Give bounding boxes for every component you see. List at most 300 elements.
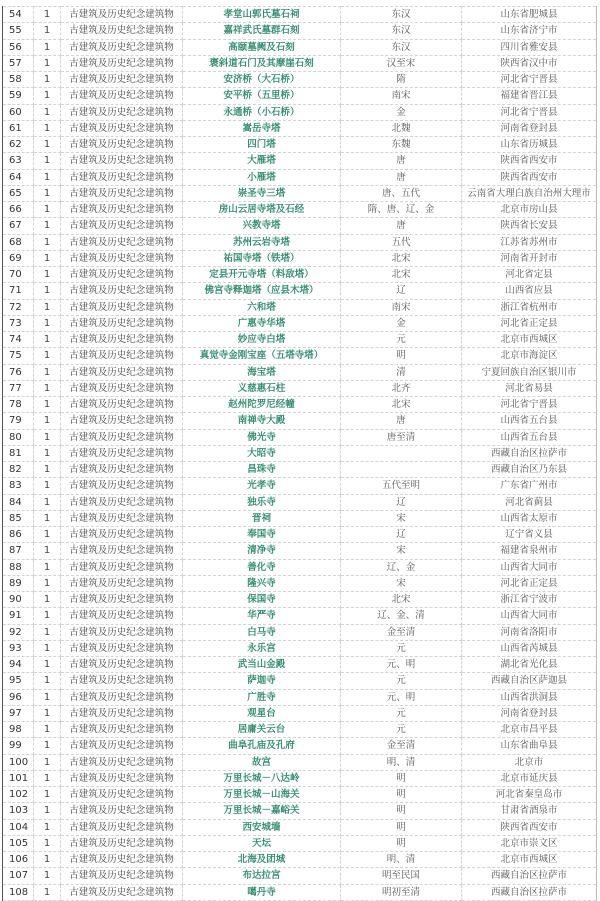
site-name-link[interactable]: 四门塔 [183, 137, 341, 153]
batch-number: 1 [34, 169, 61, 185]
category-cell: 古建筑及历史纪念建筑物 [61, 445, 183, 461]
table-body [3, 7, 597, 901]
site-name-link[interactable]: 安济桥（大石桥） [183, 72, 341, 88]
category-cell: 古建筑及历史纪念建筑物 [61, 462, 183, 478]
batch-number: 1 [34, 39, 61, 55]
table-row [3, 543, 597, 559]
site-name-link[interactable]: 广胜寺 [183, 689, 341, 705]
era-cell: 清 [341, 364, 462, 380]
table-row [3, 348, 597, 364]
table-row [3, 218, 597, 234]
era-cell: 东汉 [341, 39, 462, 55]
table-row [3, 202, 597, 218]
era-cell: 辽 [341, 283, 462, 299]
era-cell: 南宋 [341, 88, 462, 104]
location-cell: 河北省定县 [462, 267, 597, 283]
batch-number: 1 [34, 185, 61, 201]
row-number: 103 [3, 803, 34, 819]
category-cell: 古建筑及历史纪念建筑物 [61, 267, 183, 283]
location-cell: 陕西省长安县 [462, 218, 597, 234]
site-name-link[interactable]: 万里长城－山海关 [183, 787, 341, 803]
batch-number: 1 [34, 478, 61, 494]
site-name-link[interactable]: 赵州陀罗尼经幢 [183, 397, 341, 413]
batch-number: 1 [34, 543, 61, 559]
era-cell: 明、清 [341, 852, 462, 868]
site-name-link[interactable]: 房山云居寺塔及石经 [183, 202, 341, 218]
batch-number: 1 [34, 72, 61, 88]
location-cell: 河南省洛阳市 [462, 624, 597, 640]
location-cell: 山西省大同市 [462, 608, 597, 624]
era-cell: 金至清 [341, 624, 462, 640]
category-cell: 古建筑及历史纪念建筑物 [61, 689, 183, 705]
location-cell: 北京市西城区 [462, 852, 597, 868]
batch-number: 1 [34, 819, 61, 835]
batch-number: 1 [34, 397, 61, 413]
era-cell: 南宋 [341, 299, 462, 315]
site-name-link[interactable]: 嘉祥武氏墓群石刻 [183, 23, 341, 39]
category-cell: 古建筑及历史纪念建筑物 [61, 624, 183, 640]
site-name-link[interactable]: 义慈惠石柱 [183, 380, 341, 396]
table-row [3, 104, 597, 120]
table-row [3, 234, 597, 250]
site-name-link[interactable]: 光孝寺 [183, 478, 341, 494]
batch-number: 1 [34, 55, 61, 71]
site-name-link[interactable]: 萨迦寺 [183, 673, 341, 689]
category-cell: 古建筑及历史纪念建筑物 [61, 413, 183, 429]
batch-number: 1 [34, 689, 61, 705]
category-cell: 古建筑及历史纪念建筑物 [61, 299, 183, 315]
category-cell: 古建筑及历史纪念建筑物 [61, 185, 183, 201]
table-row [3, 738, 597, 754]
location-cell: 河北省易县 [462, 380, 597, 396]
table-row [3, 332, 597, 348]
category-cell: 古建筑及历史纪念建筑物 [61, 364, 183, 380]
batch-number: 1 [34, 835, 61, 851]
batch-number: 1 [34, 770, 61, 786]
batch-number: 1 [34, 527, 61, 543]
site-name-link[interactable]: 华严寺 [183, 608, 341, 624]
era-cell: 东汉 [341, 23, 462, 39]
row-number: 76 [3, 364, 34, 380]
location-cell: 北京市昌平县 [462, 722, 597, 738]
row-number: 89 [3, 575, 34, 591]
batch-number: 1 [34, 299, 61, 315]
era-cell: 北宋 [341, 267, 462, 283]
site-name-link[interactable]: 昌珠寺 [183, 462, 341, 478]
site-name-link[interactable]: 崇圣寺三塔 [183, 185, 341, 201]
site-name-link[interactable]: 六和塔 [183, 299, 341, 315]
category-cell: 古建筑及历史纪念建筑物 [61, 348, 183, 364]
table-row [3, 722, 597, 738]
table-row [3, 462, 597, 478]
batch-number: 1 [34, 348, 61, 364]
batch-number: 1 [34, 218, 61, 234]
era-cell: 明 [341, 770, 462, 786]
location-cell: 辽宁省义县 [462, 527, 597, 543]
table-row [3, 608, 597, 624]
site-name-link[interactable]: 居庸关云台 [183, 722, 341, 738]
site-name-link[interactable]: 兴教寺塔 [183, 218, 341, 234]
location-cell: 北京市 [462, 754, 597, 770]
table-row [3, 429, 597, 445]
row-number: 85 [3, 510, 34, 526]
row-number: 68 [3, 234, 34, 250]
location-cell: 西藏自治区拉萨市 [462, 884, 597, 900]
location-cell: 山西省五台县 [462, 413, 597, 429]
batch-number: 1 [34, 592, 61, 608]
location-cell: 山西省洪洞县 [462, 689, 597, 705]
site-name-link[interactable]: 高颐墓阙及石刻 [183, 39, 341, 55]
category-cell: 古建筑及历史纪念建筑物 [61, 315, 183, 331]
era-cell: 宋 [341, 543, 462, 559]
era-cell: 汉至宋 [341, 55, 462, 71]
table-row [3, 884, 597, 900]
location-cell: 西藏自治区乃东县 [462, 462, 597, 478]
row-number: 58 [3, 72, 34, 88]
location-cell: 云南省大理白族自治州大理市 [462, 185, 597, 201]
location-cell: 河北省正定县 [462, 575, 597, 591]
category-cell: 古建筑及历史纪念建筑物 [61, 39, 183, 55]
era-cell: 唐至清 [341, 429, 462, 445]
site-name-link[interactable]: 故宫 [183, 754, 341, 770]
location-cell: 四川省雅安县 [462, 39, 597, 55]
site-name-link[interactable]: 曲阜孔庙及孔府 [183, 738, 341, 754]
row-number: 55 [3, 23, 34, 39]
site-name-link[interactable]: 武当山金殿 [183, 657, 341, 673]
location-cell: 山东省历城县 [462, 137, 597, 153]
site-name-link[interactable]: 天坛 [183, 835, 341, 851]
category-cell: 古建筑及历史纪念建筑物 [61, 884, 183, 900]
table-row [3, 397, 597, 413]
batch-number: 1 [34, 608, 61, 624]
row-number: 93 [3, 640, 34, 656]
location-cell: 福建省泉州市 [462, 543, 597, 559]
table-row [3, 23, 597, 39]
batch-number: 1 [34, 624, 61, 640]
table-row [3, 575, 597, 591]
table-row [3, 445, 597, 461]
row-number: 82 [3, 462, 34, 478]
row-number: 97 [3, 705, 34, 721]
table-row [3, 250, 597, 266]
batch-number: 1 [34, 494, 61, 510]
era-cell: 明 [341, 803, 462, 819]
era-cell: 金 [341, 315, 462, 331]
category-cell: 古建筑及历史纪念建筑物 [61, 104, 183, 120]
location-cell: 河北省蓟县 [462, 494, 597, 510]
era-cell: 北宋 [341, 250, 462, 266]
batch-number: 1 [34, 267, 61, 283]
location-cell: 山西省五台县 [462, 429, 597, 445]
era-cell: 元 [341, 640, 462, 656]
location-cell: 北京市崇文区 [462, 835, 597, 851]
era-cell: 明 [341, 835, 462, 851]
row-number: 77 [3, 380, 34, 396]
location-cell: 宁夏回族自治区银川市 [462, 364, 597, 380]
category-cell: 古建筑及历史纪念建筑物 [61, 218, 183, 234]
site-name-link[interactable]: 大昭寺 [183, 445, 341, 461]
site-name-link[interactable]: 嵩岳寺塔 [183, 120, 341, 136]
era-cell: 北宋 [341, 397, 462, 413]
batch-number: 1 [34, 104, 61, 120]
era-cell [341, 462, 462, 478]
row-number: 75 [3, 348, 34, 364]
location-cell: 北京市西城区 [462, 332, 597, 348]
category-cell: 古建筑及历史纪念建筑物 [61, 819, 183, 835]
table-row [3, 39, 597, 55]
location-cell: 江苏省苏州市 [462, 234, 597, 250]
location-cell: 广东省广州市 [462, 478, 597, 494]
category-cell: 古建筑及历史纪念建筑物 [61, 657, 183, 673]
category-cell: 古建筑及历史纪念建筑物 [61, 673, 183, 689]
site-name-link[interactable]: 善化寺 [183, 559, 341, 575]
table-row [3, 267, 597, 283]
category-cell: 古建筑及历史纪念建筑物 [61, 868, 183, 884]
category-cell: 古建筑及历史纪念建筑物 [61, 510, 183, 526]
row-number: 102 [3, 787, 34, 803]
row-number: 73 [3, 315, 34, 331]
table-row [3, 559, 597, 575]
table-row [3, 705, 597, 721]
batch-number: 1 [34, 738, 61, 754]
category-cell: 古建筑及历史纪念建筑物 [61, 835, 183, 851]
era-cell: 明 [341, 787, 462, 803]
site-name-link[interactable]: 祐国寺塔（铁塔） [183, 250, 341, 266]
row-number: 107 [3, 868, 34, 884]
site-name-link[interactable]: 安平桥（五里桥） [183, 88, 341, 104]
category-cell: 古建筑及历史纪念建筑物 [61, 575, 183, 591]
location-cell: 浙江省宁波市 [462, 592, 597, 608]
row-number: 105 [3, 835, 34, 851]
batch-number: 1 [34, 7, 61, 23]
table-row [3, 835, 597, 851]
row-number: 74 [3, 332, 34, 348]
site-name-link[interactable]: 佛光寺 [183, 429, 341, 445]
table-row [3, 72, 597, 88]
batch-number: 1 [34, 462, 61, 478]
site-name-link[interactable]: 西安城墙 [183, 819, 341, 835]
era-cell: 明 [341, 348, 462, 364]
site-name-link[interactable]: 孝堂山郭氏墓石祠 [183, 7, 341, 23]
row-number: 99 [3, 738, 34, 754]
category-cell: 古建筑及历史纪念建筑物 [61, 787, 183, 803]
batch-number: 1 [34, 852, 61, 868]
location-cell: 陕西省西安市 [462, 169, 597, 185]
era-cell: 北宋 [341, 592, 462, 608]
site-name-link[interactable]: 万里长城－八达岭 [183, 770, 341, 786]
location-cell: 湖北省光化县 [462, 657, 597, 673]
location-cell: 河北省宁晋县 [462, 72, 597, 88]
category-cell: 古建筑及历史纪念建筑物 [61, 608, 183, 624]
batch-number: 1 [34, 23, 61, 39]
era-cell: 宋 [341, 510, 462, 526]
era-cell: 唐、五代 [341, 185, 462, 201]
batch-number: 1 [34, 120, 61, 136]
location-cell: 河北省宁晋县 [462, 397, 597, 413]
row-number: 67 [3, 218, 34, 234]
table-row [3, 88, 597, 104]
site-name-link[interactable]: 永乐宫 [183, 640, 341, 656]
row-number: 91 [3, 608, 34, 624]
era-cell: 唐 [341, 218, 462, 234]
batch-number: 1 [34, 283, 61, 299]
site-name-link[interactable]: 隆兴寺 [183, 575, 341, 591]
category-cell: 古建筑及历史纪念建筑物 [61, 478, 183, 494]
era-cell: 北齐 [341, 380, 462, 396]
row-number: 83 [3, 478, 34, 494]
table-row [3, 315, 597, 331]
category-cell: 古建筑及历史纪念建筑物 [61, 234, 183, 250]
batch-number: 1 [34, 234, 61, 250]
table-row [3, 380, 597, 396]
category-cell: 古建筑及历史纪念建筑物 [61, 429, 183, 445]
category-cell: 古建筑及历史纪念建筑物 [61, 722, 183, 738]
batch-number: 1 [34, 884, 61, 900]
table-row [3, 55, 597, 71]
category-cell: 古建筑及历史纪念建筑物 [61, 283, 183, 299]
category-cell: 古建筑及历史纪念建筑物 [61, 380, 183, 396]
location-cell: 北京市海淀区 [462, 348, 597, 364]
category-cell: 古建筑及历史纪念建筑物 [61, 770, 183, 786]
row-number: 71 [3, 283, 34, 299]
site-name-link[interactable]: 南禅寺大殿 [183, 413, 341, 429]
era-cell: 元、明 [341, 657, 462, 673]
location-cell: 山西省芮城县 [462, 640, 597, 656]
row-number: 90 [3, 592, 34, 608]
location-cell: 山东省曲阜县 [462, 738, 597, 754]
row-number: 81 [3, 445, 34, 461]
site-name-link[interactable]: 褒斜道石门及其摩崖石刻 [183, 55, 341, 71]
batch-number: 1 [34, 803, 61, 819]
era-cell: 北魏 [341, 120, 462, 136]
site-name-link[interactable]: 妙应寺白塔 [183, 332, 341, 348]
batch-number: 1 [34, 429, 61, 445]
site-name-link[interactable]: 永通桥（小石桥） [183, 104, 341, 120]
location-cell: 山西省应县 [462, 283, 597, 299]
category-cell: 古建筑及历史纪念建筑物 [61, 7, 183, 23]
site-name-link[interactable]: 广惠寺华塔 [183, 315, 341, 331]
category-cell: 古建筑及历史纪念建筑物 [61, 120, 183, 136]
site-name-link[interactable]: 清净寺 [183, 543, 341, 559]
site-name-link[interactable]: 小雁塔 [183, 169, 341, 185]
category-cell: 古建筑及历史纪念建筑物 [61, 543, 183, 559]
site-name-link[interactable]: 奉国寺 [183, 527, 341, 543]
batch-number: 1 [34, 673, 61, 689]
batch-number: 1 [34, 380, 61, 396]
location-cell: 河北省宁晋县 [462, 104, 597, 120]
batch-number: 1 [34, 153, 61, 169]
site-name-link[interactable]: 佛宫寺释迦塔（应县木塔） [183, 283, 341, 299]
row-number: 79 [3, 413, 34, 429]
site-name-link[interactable]: 真觉寺金刚宝座（五塔寺塔） [183, 348, 341, 364]
batch-number: 1 [34, 202, 61, 218]
site-name-link[interactable]: 定县开元寺塔（料敌塔） [183, 267, 341, 283]
site-name-link[interactable]: 观星台 [183, 705, 341, 721]
site-name-link[interactable]: 晋祠 [183, 510, 341, 526]
table-row [3, 770, 597, 786]
table-row [3, 137, 597, 153]
era-cell: 辽、金、清 [341, 608, 462, 624]
row-number: 63 [3, 153, 34, 169]
table-row [3, 283, 597, 299]
era-cell: 元 [341, 332, 462, 348]
batch-number: 1 [34, 868, 61, 884]
row-number: 95 [3, 673, 34, 689]
row-number: 88 [3, 559, 34, 575]
row-number: 106 [3, 852, 34, 868]
table-row [3, 7, 597, 23]
site-name-link[interactable]: 白马寺 [183, 624, 341, 640]
category-cell: 古建筑及历史纪念建筑物 [61, 23, 183, 39]
site-name-link[interactable]: 噶丹寺 [183, 884, 341, 900]
heritage-sites-table [2, 6, 597, 901]
category-cell: 古建筑及历史纪念建筑物 [61, 640, 183, 656]
category-cell: 古建筑及历史纪念建筑物 [61, 55, 183, 71]
era-cell [341, 445, 462, 461]
category-cell: 古建筑及历史纪念建筑物 [61, 705, 183, 721]
era-cell: 五代 [341, 234, 462, 250]
era-cell: 元 [341, 722, 462, 738]
batch-number: 1 [34, 315, 61, 331]
row-number: 101 [3, 770, 34, 786]
era-cell: 元 [341, 705, 462, 721]
row-number: 87 [3, 543, 34, 559]
category-cell: 古建筑及历史纪念建筑物 [61, 397, 183, 413]
category-cell: 古建筑及历史纪念建筑物 [61, 559, 183, 575]
site-name-link[interactable]: 大雁塔 [183, 153, 341, 169]
site-name-link[interactable]: 苏州云岩寺塔 [183, 234, 341, 250]
location-cell: 河南省登封县 [462, 705, 597, 721]
batch-number: 1 [34, 657, 61, 673]
location-cell: 福建省晋江县 [462, 88, 597, 104]
category-cell: 古建筑及历史纪念建筑物 [61, 88, 183, 104]
site-name-link[interactable]: 北海及团城 [183, 852, 341, 868]
batch-number: 1 [34, 364, 61, 380]
batch-number: 1 [34, 575, 61, 591]
location-cell: 北京市房山县 [462, 202, 597, 218]
category-cell: 古建筑及历史纪念建筑物 [61, 250, 183, 266]
table-row [3, 527, 597, 543]
site-name-link[interactable]: 布达拉宫 [183, 868, 341, 884]
table-row [3, 803, 597, 819]
era-cell: 唐 [341, 413, 462, 429]
era-cell: 东魏 [341, 137, 462, 153]
row-number: 84 [3, 494, 34, 510]
batch-number: 1 [34, 88, 61, 104]
site-name-link[interactable]: 保国寺 [183, 592, 341, 608]
site-name-link[interactable]: 独乐寺 [183, 494, 341, 510]
row-number: 60 [3, 104, 34, 120]
table-row [3, 185, 597, 201]
era-cell: 隋、唐、辽、金 [341, 202, 462, 218]
location-cell: 西藏自治区拉萨市 [462, 445, 597, 461]
era-cell: 隋 [341, 72, 462, 88]
site-name-link[interactable]: 海宝塔 [183, 364, 341, 380]
table-row [3, 120, 597, 136]
location-cell: 西藏自治区拉萨市 [462, 868, 597, 884]
row-number: 69 [3, 250, 34, 266]
row-number: 64 [3, 169, 34, 185]
location-cell: 河南省开封市 [462, 250, 597, 266]
category-cell: 古建筑及历史纪念建筑物 [61, 527, 183, 543]
batch-number: 1 [34, 510, 61, 526]
row-number: 66 [3, 202, 34, 218]
row-number: 108 [3, 884, 34, 900]
table-row [3, 640, 597, 656]
site-name-link[interactable]: 万里长城－嘉峪关 [183, 803, 341, 819]
era-cell: 明、清 [341, 754, 462, 770]
era-cell: 金至清 [341, 738, 462, 754]
